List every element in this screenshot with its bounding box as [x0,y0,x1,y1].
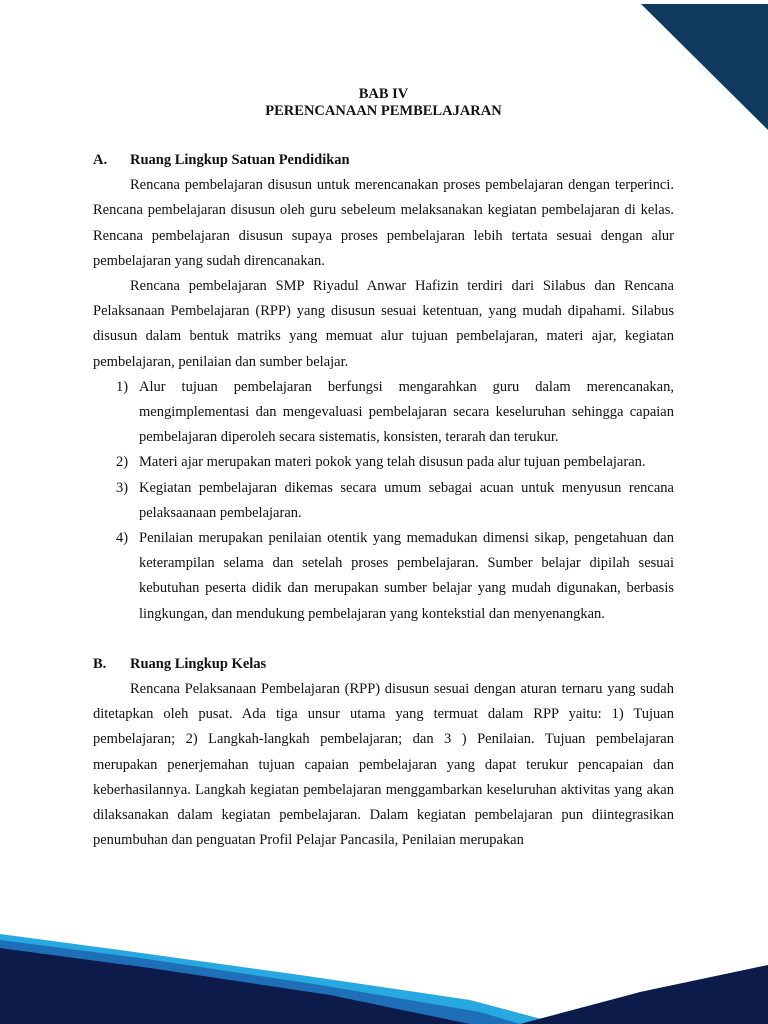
list-text: Kegiatan pembelajaran dikemas secara umum sebagai acuan untuk menyusun rencana pelaksaanaan pembelajaran. [139,479,674,521]
list-text: Penilaian merupakan penilaian otentik yang memadukan dimensi sikap, pengetahuan dan keterampilan selama dan setelah proses pembelajaran. Sumber belajar dipilah sesuai kebutuhan peserta didik dan merupakan sumber belajar yang mudah digunakan, berbasis lingkungan, dan mendukung pembelajaran yang kontekstial dan menyenangkan. [139,530,674,622]
bottom-band-navy-left [0,948,470,1024]
list-number: 4) [116,530,129,547]
list-item [116,450,674,475]
paragraph: Rencana pembelajaran disusun untuk merencanakan proses pembelajaran dengan terperinci. Rencana pembelajaran disusun oleh guru sebeleum melaksanakan kegiatan pembelajaran di kelas. Rencana pembelajaran disusun supaya proses pembelajaran lebih tertata sesuai dengan alur pembelajaran yang sudah direncanakan. [93,177,674,269]
list-text: Alur tujuan pembelajaran berfungsi mengarahkan guru dalam merencanakan, mengimplementasi dan mengevaluasi pembelajaran secara keseluruhan sehingga capaian pembelajaran diperoleh secara sistematis, konsisten, terarah dan terukur. [139,378,674,446]
section-letter: A. [93,152,108,168]
bottom-band-navy-right [520,965,768,1024]
chapter-label: BAB IV [358,86,409,102]
paragraph: Rencana pembelajaran SMP Riyadul Anwar Hafizin terdiri dari Silabus dan Rencana Pelaksanaan Pembelajaran (RPP) yang disusun sesuai ketentuan, yang mudah dipahami. Silabus disusun dalam bentuk matriks yang memuat alur tujuan pembelajaran, materi ajar, kegiatan pembelajaran, penilaian dan sumber belajar. [93,278,674,370]
list-number: 2) [116,454,129,471]
section-title: Ruang Lingkup Kelas [130,655,267,672]
section-heading-b [93,652,674,677]
list-text: Materi ajar merupakan materi pokok yang telah disusun pada alur tujuan pembelajaran. [139,454,646,471]
section-heading-a [93,148,674,173]
list-item [116,526,674,627]
list-number: 3) [116,479,129,496]
numbered-list [93,375,674,627]
chapter-title: PERENCANAAN PEMBELAJARAN [265,103,502,119]
list-item [116,375,674,451]
section-title: Ruang Lingkup Satuan Pendidikan [130,152,350,168]
list-item [116,476,674,526]
paragraph: Rencana Pelaksanaan Pembelajaran (RPP) disusun sesuai dengan aturan ternaru yang sudah ditetapkan oleh pusat. Ada tiga unsur utama yang termuat dalam RPP yaitu: 1) Tujuan pembelajaran; 2) Langkah-langkah pembelajaran; dan 3 ) Penilaian. Tujuan pembelajaran merupakan penerjemahan tujuan capaian pembelajaran yang dapat terukur pencapaian dan keberhasilannya. Langkah kegiatan pembelajaran menggambarkan keseluruhan aktivitas yang akan dilaksanakan dalam kegiatan pembelajaran. Dalam kegiatan pembelajaran pun diintegrasikan penumbuhan dan penguatan Profil Pelajar Pancasila, Penilaian merupakan [93,681,674,849]
section-letter: B. [93,655,107,672]
list-number: 1) [116,378,129,395]
document-body [93,86,674,853]
